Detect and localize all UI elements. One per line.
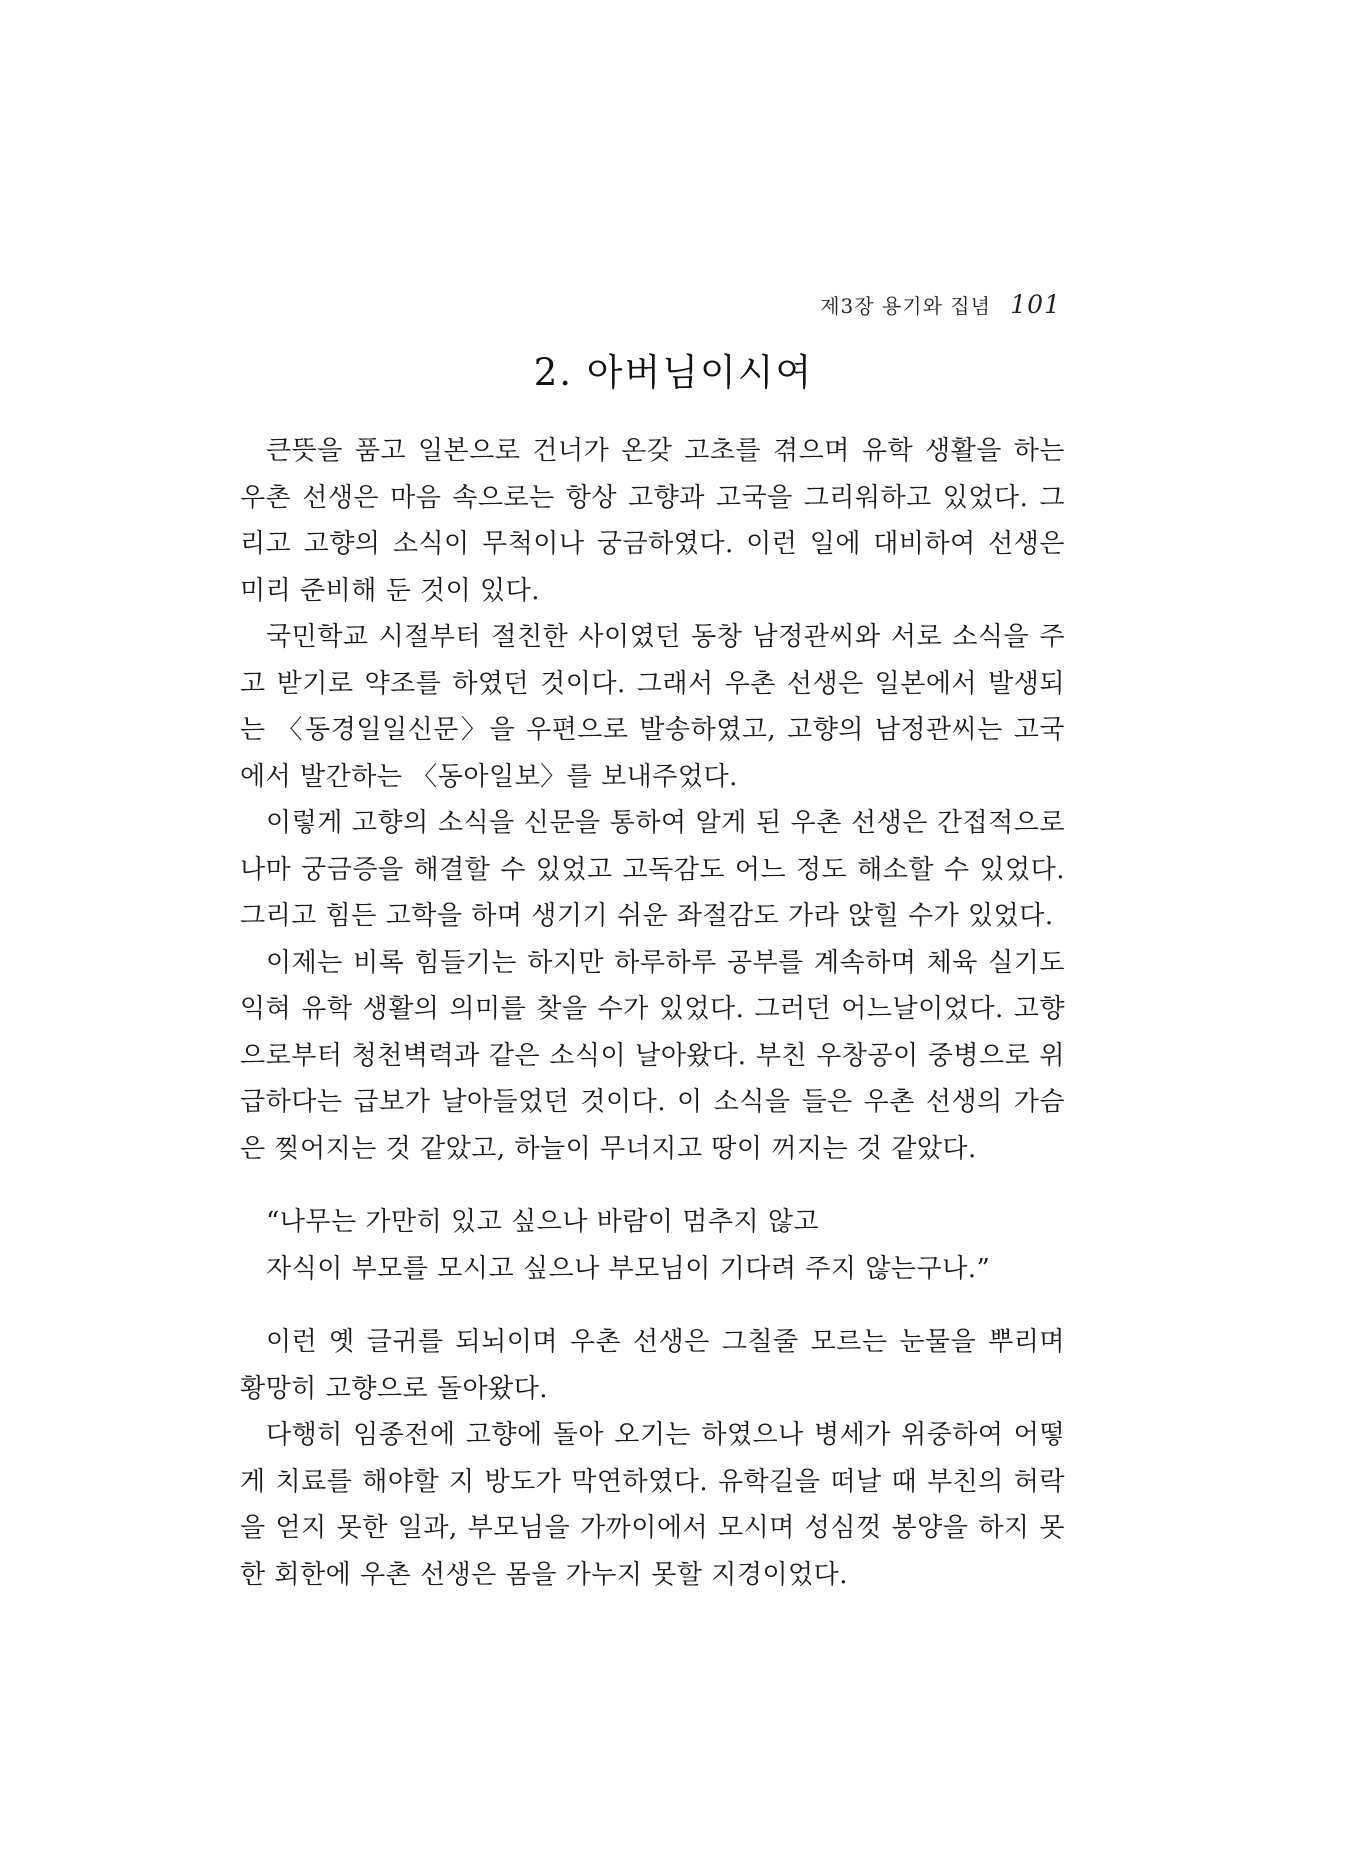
paragraph: 이런 옛 글귀를 되뇌이며 우촌 선생은 그칠줄 모르는 눈물을 뿌리며 황망히 고향으로 돌아왔다.	[240, 1327, 1065, 1404]
section-title: 2. 아버님이시여	[533, 351, 814, 394]
paragraph: 큰뜻을 품고 일본으로 건너가 온갖 고초를 겪으며 유학 생활을 하는 우촌 선생은 마음 속으로는 항상 고향과 고국을 그리워하고 있었다. 그리고 고향의 소식이 무척이나 궁금하였다. 이런 일에 대비하여 선생은 미리 준비해 둔 것이 있다.	[240, 436, 1065, 606]
paragraph: 이제는 비록 힘들기는 하지만 하루하루 공부를 계속하며 체육 실기도 익혀 유학 생활의 의미를 찾을 수가 있었다. 그러던 어느날이었다. 고향으로부터 청천벽력과 같은 소식이 날아왔다. 부친 우창공이 중병으로 위급하다는 급보가 날아들었던 것이다. 이 소식을 들은 우촌 선생의 가슴은 찢어지는 것 같았고, 하늘이 무너지고 땅이 꺼지는 것 같았다.	[240, 947, 1065, 1164]
running-header	[820, 290, 1061, 319]
paragraph: 국민학교 시절부터 절친한 사이였던 동창 남정관씨와 서로 소식을 주고 받기로 약조를 하였던 것이다. 그래서 우촌 선생은 일본에서 발생되는 〈동경일일신문〉을 우편으로 발송하였고, 고향의 남정관씨는 고국에서 발간하는 〈동아일보〉를 보내주었다.	[240, 622, 1065, 792]
paragraph: 다행히 임종전에 고향에 돌아 오기는 하였으나 병세가 위중하여 어떻게 치료를 해야할 지 방도가 막연하였다. 유학길을 떠날 때 부친의 허락을 얻지 못한 일과, 부모님을 가까이에서 모시며 성심껏 봉양을 하지 못한 회한에 우촌 선생은 몸을 가누지 못할 지경이었다.	[240, 1420, 1065, 1590]
quote-line-1: “나무는 가만히 있고 싶으나 바람이 멈추지 않고	[266, 1207, 820, 1237]
quote-block	[240, 1199, 1065, 1292]
page-number: 101	[1010, 290, 1061, 319]
paragraph: 이렇게 고향의 소식을 신문을 통하여 알게 된 우촌 선생은 간접적으로나마 궁금증을 해결할 수 있었고 고독감도 어느 정도 해소할 수 있었다. 그리고 힘든 고학을 하며 생기기 쉬운 좌절감도 가라 앉힐 수가 있었다.	[240, 808, 1065, 931]
chapter-title: 제3장 용기와 집념	[820, 294, 991, 318]
quote-line-2: 자식이 부모를 모시고 싶으나 부모님이 기다려 주지 않는구나.”	[266, 1253, 991, 1284]
body-text	[240, 428, 1065, 1598]
